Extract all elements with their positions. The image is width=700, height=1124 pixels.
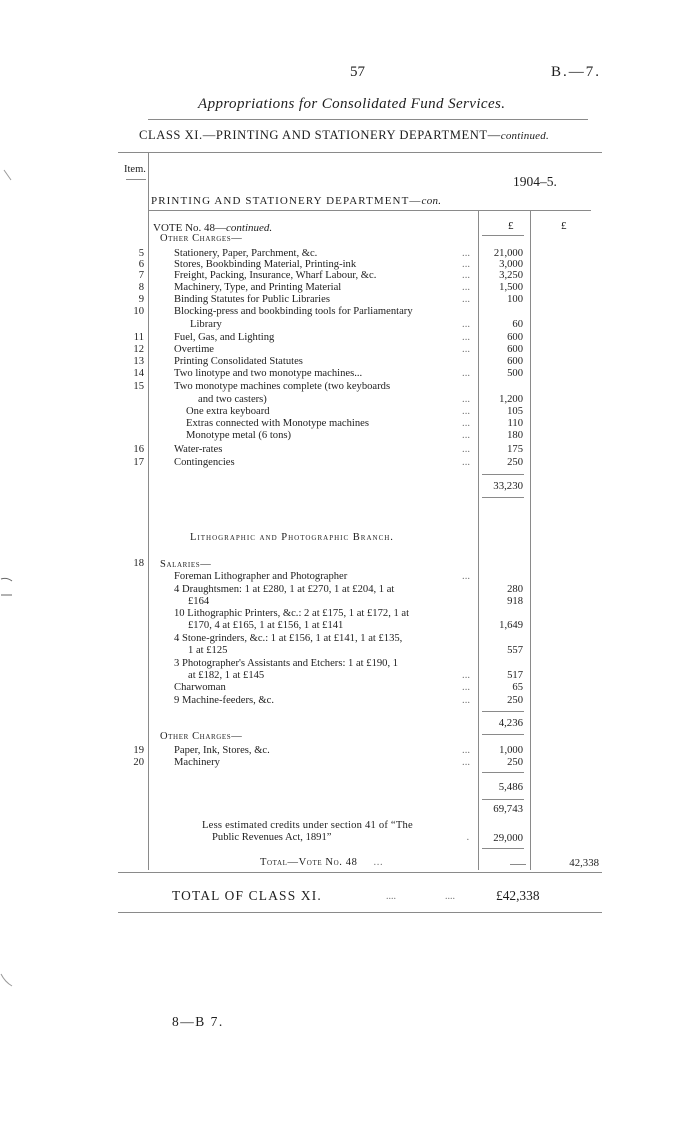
row-leader: ...: [462, 418, 470, 429]
margin-mark-left-bottom: [0, 972, 14, 988]
row-amount: 600: [507, 356, 523, 367]
row-description-text: Charwoman: [174, 682, 226, 693]
less-credits-amount: 29,000: [493, 832, 523, 844]
row-description-text: Printing Consolidated Statutes: [174, 356, 303, 367]
row-leader: ...: [462, 248, 470, 259]
row-amount: 250: [507, 457, 523, 468]
table-row: [0, 695, 700, 707]
row-amount: 1,200: [499, 394, 523, 405]
currency-rule: [482, 235, 524, 236]
table-row: [0, 620, 700, 632]
row-leader: ...: [462, 695, 470, 706]
table-row: [0, 658, 700, 670]
row-item-number: 17: [133, 457, 144, 468]
table-row: [0, 294, 700, 306]
row-description-text: Machinery: [174, 757, 220, 768]
row-item-number: 16: [133, 444, 144, 455]
item-label-rule: [126, 179, 146, 180]
row-description-text: 1 at £125: [188, 645, 228, 656]
row-description: [174, 658, 474, 670]
subtotal-1-rule: [482, 474, 524, 475]
subtotal-3-rule-under: [482, 799, 524, 800]
row-amount: 110: [507, 418, 523, 429]
row-description: [174, 584, 474, 596]
row-item-number: 7: [138, 270, 144, 281]
row-item-number: 10: [133, 306, 144, 317]
row-amount: 600: [507, 332, 523, 343]
subtotal-2-rule-under: [482, 734, 524, 735]
row-description-text: Blocking-press and bookbinding tools for Parliamentary: [174, 306, 413, 317]
table-row: [0, 430, 700, 442]
row-description: [174, 571, 474, 583]
row-description-text: Machinery, Type, and Printing Material: [174, 282, 342, 293]
row-description: [174, 282, 474, 294]
row-amount: 21,000: [493, 248, 523, 259]
row-amount: 250: [507, 757, 523, 768]
row-item-number: 9: [138, 294, 144, 305]
table-row: [0, 584, 700, 596]
class-total-dots-1: ....: [386, 891, 396, 902]
table-row: [0, 406, 700, 418]
subtotal-3-rule: [482, 772, 524, 773]
table-row: [0, 356, 700, 368]
row-amount: 280: [507, 584, 523, 595]
row-description-text: at £182, 1 at £145: [188, 670, 265, 681]
row-amount: 1,649: [499, 620, 523, 631]
row-description-text: Freight, Packing, Insurance, Wharf Labour, &c.: [174, 270, 377, 281]
row-item-number: 12: [133, 344, 144, 355]
row-amount: 105: [507, 406, 523, 417]
section-title: PRINTING AND STATIONERY DEPARTMENT—con.: [151, 195, 442, 207]
row-item-number: 8: [138, 282, 144, 293]
table-row: [0, 282, 700, 294]
table-row: [0, 381, 700, 393]
row-leader: ...: [462, 670, 470, 681]
currency-symbol-2: £: [561, 220, 567, 232]
table-row: [0, 633, 700, 645]
row-item-number: 19: [133, 745, 144, 756]
row-leader: ...: [462, 259, 470, 270]
row-leader: ...: [462, 571, 470, 582]
row-leader: ...: [462, 430, 470, 441]
class-total-amount: £42,338: [496, 888, 540, 903]
row-description-text: Extras connected with Monotype machines: [186, 418, 369, 429]
gross-total: 69,743: [493, 803, 523, 815]
table-row: [0, 306, 700, 318]
row-description: [174, 695, 474, 707]
table-row: [0, 457, 700, 469]
row-amount: 180: [507, 430, 523, 441]
row-item-number: 14: [133, 368, 144, 379]
rule-under-class-heading: [118, 152, 602, 153]
row-description: [174, 344, 474, 356]
row-description-text: 4 Draughtsmen: 1 at £280, 1 at £270, 1 at £204, 1 at: [174, 584, 395, 595]
table-row: [0, 571, 700, 583]
row-amount: 3,000: [499, 259, 523, 270]
row-amount: 600: [507, 344, 523, 355]
table-bottom-rule: [118, 872, 602, 873]
row-description: [174, 633, 474, 645]
table-row: [0, 670, 700, 682]
row-description-text: Two linotype and two monotype machines...: [174, 368, 363, 379]
row-amount: 918: [507, 596, 523, 607]
row-description-text: Two monotype machines complete (two keyboards: [174, 381, 391, 392]
subtotal-1: 33,230: [493, 480, 523, 492]
page-title: Appropriations for Consolidated Fund Services.: [198, 96, 506, 112]
subtotal-2: 4,236: [498, 717, 523, 729]
table-row: [0, 332, 700, 344]
row-description: [174, 608, 474, 620]
row-description: [198, 394, 474, 406]
row-leader: ...: [462, 757, 470, 768]
page-reference: B.—7.: [551, 64, 602, 80]
row-description: [188, 596, 474, 608]
class-total-rule: [118, 912, 602, 913]
row-amount: 60: [512, 319, 523, 330]
rule-under-title: [148, 119, 588, 120]
row-description-text: Library: [190, 319, 222, 330]
row-description-text: Contingencies: [174, 457, 235, 468]
row-description: [174, 745, 474, 757]
row-description: [174, 306, 474, 318]
table-row: [0, 270, 700, 282]
row-description-text: and two casters): [198, 394, 267, 405]
row-description-text: Water-rates: [174, 444, 223, 455]
table-row: [0, 645, 700, 657]
row-description-text: 3 Photographer's Assistants and Etchers: 1 at £190, 1: [174, 658, 399, 669]
row-amount: 65: [512, 682, 523, 693]
row-leader: ...: [462, 319, 470, 330]
row-description-text: Binding Statutes for Public Libraries: [174, 294, 330, 305]
row-description: [174, 444, 474, 456]
row-amount: 3,250: [499, 270, 523, 281]
other-charges-2-label: Other Charges—: [160, 731, 243, 742]
row-description-text: Stores, Bookbinding Material, Printing-ink: [174, 259, 357, 270]
table-row: [0, 444, 700, 456]
table-row: [0, 757, 700, 769]
row-description: [186, 406, 474, 418]
less-credits-line-2: Public Revenues Act, 1891” .: [212, 832, 470, 843]
row-description: [174, 332, 474, 344]
other-charges-label: Other Charges—: [160, 233, 243, 244]
row-description-text: Overtime: [174, 344, 215, 355]
row-description-text: Paper, Ink, Stores, &c.: [174, 745, 270, 756]
row-amount: 1,000: [499, 745, 523, 756]
table-row: [0, 608, 700, 620]
row-description: [174, 356, 474, 368]
table-row: [0, 682, 700, 694]
table-row: [0, 319, 700, 331]
row-description: [174, 294, 474, 306]
table-row: [0, 394, 700, 406]
row-description: [174, 381, 474, 393]
row-description-text: £170, 4 at £165, 1 at £156, 1 at £141: [188, 620, 344, 631]
item-column-label: Item.: [124, 164, 146, 175]
currency-symbol-1: £: [508, 220, 514, 232]
branch-title: Lithographic and Photographic Branch.: [190, 532, 394, 543]
subtotal-2-rule: [482, 711, 524, 712]
row-description: [188, 645, 474, 657]
row-description: [174, 368, 474, 380]
class-total-dots-2: ....: [445, 891, 455, 902]
row-amount: 175: [507, 444, 523, 455]
row-leader: ...: [462, 444, 470, 455]
class-heading: CLASS XI.—PRINTING AND STATIONERY DEPARTMENT—continued.: [139, 128, 549, 142]
total-vote-label: Total—Vote No. 48 ...: [260, 857, 384, 868]
row-item-number: 5: [138, 248, 144, 259]
row-amount: 517: [507, 670, 523, 681]
margin-mark-left-top: [2, 168, 14, 182]
total-vote-amount: 42,338: [569, 857, 599, 869]
salaries-item-number: 18: [133, 558, 144, 569]
row-leader: ...: [462, 344, 470, 355]
row-amount: 250: [507, 695, 523, 706]
table-row: [0, 418, 700, 430]
row-item-number: 11: [133, 332, 144, 343]
row-leader: ...: [462, 457, 470, 468]
row-description-text: 4 Stone-grinders, &c.: 1 at £156, 1 at £141, 1 at £135,: [174, 633, 403, 644]
row-amount: 557: [507, 645, 523, 656]
row-leader: ...: [462, 294, 470, 305]
row-description-text: £164: [188, 596, 210, 607]
table-row: [0, 596, 700, 608]
row-description-text: Stationery, Paper, Parchment, &c.: [174, 248, 318, 259]
row-description-text: Foreman Lithographer and Photographer: [174, 571, 348, 582]
total-vote-dash: [510, 864, 526, 865]
printer-signature: 8—B 7.: [172, 1014, 224, 1029]
row-description: [174, 757, 474, 769]
row-leader: ...: [462, 332, 470, 343]
row-amount: 1,500: [499, 282, 523, 293]
total-vote-rule: [482, 848, 524, 849]
row-item-number: 13: [133, 356, 144, 367]
row-amount: 100: [507, 294, 523, 305]
row-description: [174, 457, 474, 469]
row-description-text: 10 Lithographic Printers, &c.: 2 at £175, 1 at £172, 1 at: [174, 608, 410, 619]
row-leader: ...: [462, 282, 470, 293]
row-leader: ...: [462, 682, 470, 693]
row-description-text: Monotype metal (6 tons): [186, 430, 292, 441]
less-credits-line-1: Less estimated credits under section 41 of “The: [202, 820, 413, 831]
row-description: [186, 430, 474, 442]
row-amount: 500: [507, 368, 523, 379]
row-leader: ...: [462, 394, 470, 405]
row-item-number: 20: [133, 757, 144, 768]
row-item-number: 15: [133, 381, 144, 392]
row-leader: ...: [462, 368, 470, 379]
row-leader: ...: [462, 406, 470, 417]
class-total-label: TOTAL OF CLASS XI.: [172, 888, 322, 903]
vote-label: VOTE No. 48—continued.: [153, 222, 273, 234]
subtotal-3: 5,486: [498, 781, 523, 793]
row-leader: ...: [462, 745, 470, 756]
row-leader: ...: [462, 270, 470, 281]
table-row: [0, 368, 700, 380]
row-description: [174, 682, 474, 694]
salaries-label: Salaries—: [160, 559, 212, 570]
page-number: 57: [350, 64, 365, 80]
margin-mark-left-middle: [0, 575, 14, 597]
row-description: [186, 418, 474, 430]
row-description: [188, 670, 474, 682]
table-row: [0, 745, 700, 757]
header-rule: [149, 210, 591, 211]
row-description-text: Fuel, Gas, and Lighting: [174, 332, 275, 343]
subtotal-1-rule-under: [482, 497, 524, 498]
row-description: [188, 620, 474, 632]
year-heading: 1904–5.: [513, 174, 557, 189]
table-row: [0, 344, 700, 356]
row-description: [174, 270, 474, 282]
row-description-text: 9 Machine-feeders, &c.: [174, 695, 275, 706]
row-description: [190, 319, 474, 331]
row-description-text: One extra keyboard: [186, 406, 270, 417]
row-item-number: 6: [138, 259, 144, 270]
